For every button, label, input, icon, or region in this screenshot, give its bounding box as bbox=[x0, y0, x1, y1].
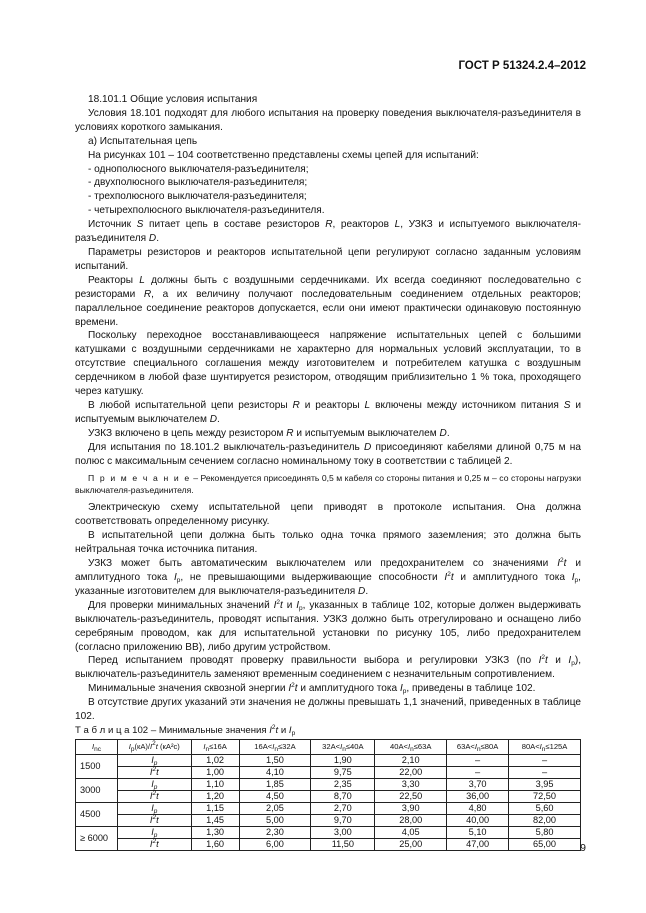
table-cell: 4,05 bbox=[375, 826, 447, 838]
paragraph: Поскольку переходное восстанавливающееся напряжение испытательных цепей с большими катушками с воздушными сердечниками не характерно для нормальных условий эксплуатации, то в отсутствие специального соглашения между изготовителем и потребителем катушка с воздушным сердечником в любой фазе шунтируется резистором, отводящим приблизительно 1 % тока, проходящего через катушку. bbox=[75, 330, 581, 398]
table-cell: 22,00 bbox=[375, 766, 447, 778]
list-item: - двухполюсного выключателя-разъединителя; bbox=[88, 177, 308, 189]
table-cell: 4,10 bbox=[239, 766, 311, 778]
table-cell: 5,00 bbox=[239, 814, 311, 826]
table-cell: 1,50 bbox=[239, 754, 311, 766]
list-item: - четырехполюсного выключателя-разъединителя. bbox=[88, 205, 325, 217]
symbol-cell: $I^2t$ bbox=[117, 790, 191, 802]
list-item: - однополюсного выключателя-разъединителя; bbox=[88, 163, 309, 175]
column-header: $I_{nc}$ bbox=[76, 739, 118, 754]
table-row bbox=[76, 838, 581, 850]
paragraph: Для испытания по 18.101.2 выключатель-разъединитель D присоединяют кабелями длиной 0,75 м на полюс с максимальным сечением согласно номинальному току в соответствии с таблицей 2. bbox=[75, 441, 581, 467]
paragraph: УЗКЗ может быть автоматическим выключателем или предохранителем со значениями $I^2t$ и амплитудного тока $I_p$, не превышающими выдерживающие способности $I^2t$ и амплитудного тока $I_p$, указанные изготовителем для выключателя-разъединителя D. bbox=[75, 557, 581, 597]
table-cell: 3,30 bbox=[375, 778, 447, 790]
table-cell: 2,70 bbox=[311, 802, 375, 814]
paragraph: На рисунках 101 – 104 соответственно представлены схемы цепей для испытаний: bbox=[88, 149, 479, 161]
table-cell: 2,35 bbox=[311, 778, 375, 790]
table-cell: 11,50 bbox=[311, 838, 375, 850]
paragraph: Условия 18.101 подходят для любого испытания на проверку поведения выключателя-разъединителя в условиях короткого замыкания. bbox=[75, 107, 581, 133]
table-cell: 65,00 bbox=[509, 838, 581, 850]
paragraph: УЗКЗ включено в цепь между резистором R и испытуемым выключателем D. bbox=[88, 427, 450, 439]
paragraph: Электрическую схему испытательной цепи приводят в протоколе испытания. Она должна соответствовать определенному рисунку. bbox=[75, 502, 581, 528]
table-row bbox=[76, 778, 581, 790]
current-cell: 4500 bbox=[76, 802, 118, 826]
note: П р и м е ч а н и е – Рекомендуется присоединять 0,5 м кабеля со стороны питания и 0,25 м – со стороны нагрузки выключателя-разъединителя. bbox=[75, 473, 581, 495]
symbol-cell: $I_p$ bbox=[117, 778, 191, 790]
paragraph: Параметры резисторов и реакторов испытательной цепи регулируют согласно заданным условиям испытаний. bbox=[75, 246, 581, 272]
symbol-cell: $I^2t$ bbox=[117, 838, 191, 850]
current-cell: 1500 bbox=[76, 754, 118, 778]
list-item: - трехполюсного выключателя-разъединителя; bbox=[88, 191, 307, 203]
table-row bbox=[76, 766, 581, 778]
symbol-cell: $I^2t$ bbox=[117, 814, 191, 826]
table-cell: – bbox=[509, 754, 581, 766]
column-header: $63А<I_n\le 80А$ bbox=[447, 739, 509, 754]
table-cell: 1,02 bbox=[191, 754, 239, 766]
table-cell: 5,10 bbox=[447, 826, 509, 838]
table-row bbox=[76, 814, 581, 826]
paragraph: Минимальные значения сквозной энергии $I^2t$ и амплитудного тока $I_p$, приведены в таблице 102. bbox=[88, 682, 536, 696]
column-header: $40А<I_n\le 63А$ bbox=[375, 739, 447, 754]
column-header: $16А<I_n\le 32А$ bbox=[239, 739, 311, 754]
table-cell: – bbox=[447, 766, 509, 778]
symbol-cell: $I^2t$ bbox=[117, 766, 191, 778]
table-cell: 40,00 bbox=[447, 814, 509, 826]
table-row bbox=[76, 754, 581, 766]
table-cell: 3,95 bbox=[509, 778, 581, 790]
paragraph: а) Испытательная цепь bbox=[88, 135, 198, 147]
table-cell: 2,10 bbox=[375, 754, 447, 766]
paragraph: Перед испытанием проводят проверку правильности выбора и регулировки УЗКЗ (по $I^2t$ и $I_p$), выключатель-разъединитель заменяют временным соединением с незначительным сопротивлением. bbox=[75, 654, 582, 681]
table-cell: 6,00 bbox=[239, 838, 311, 850]
table-row bbox=[76, 826, 581, 838]
paragraph: В отсутствие других указаний эти значения не должны превышать 1,1 значений, приведенных в таблице 102. bbox=[75, 697, 581, 723]
table-cell: 3,00 bbox=[311, 826, 375, 838]
section-title: 18.101.1 Общие условия испытания bbox=[88, 94, 258, 105]
table-cell: 1,20 bbox=[191, 790, 239, 802]
table-cell: 4,50 bbox=[239, 790, 311, 802]
symbol-cell: $I_p$ bbox=[117, 802, 191, 814]
table-cell: – bbox=[509, 766, 581, 778]
column-header: $I_n\le 16А$ bbox=[191, 739, 239, 754]
table-cell: 5,80 bbox=[509, 826, 581, 838]
symbol-cell: $I_p$ bbox=[117, 826, 191, 838]
paragraph: Реакторы L должны быть с воздушными сердечниками. Их всегда соединяют последовательно с резисторами R, а их величину получают последовательным соединением отдельных реакторов; параллельное соединение реакторов допускается, если они имеют практически одинаковую постоянную времени. bbox=[75, 274, 581, 328]
table-cell: 22,50 bbox=[375, 790, 447, 802]
table-cell: 9,70 bbox=[311, 814, 375, 826]
document-code: ГОСТ Р 51324.2.4–2012 bbox=[458, 60, 586, 72]
table-caption: Т а б л и ц а 102 – Минимальные значения $I^2t$ и $I_p$ bbox=[75, 723, 296, 737]
table-cell: 1,30 bbox=[191, 826, 239, 838]
table-cell: 25,00 bbox=[375, 838, 447, 850]
table-cell: 1,60 bbox=[191, 838, 239, 850]
table-cell: 72,50 bbox=[509, 790, 581, 802]
page-body bbox=[75, 93, 581, 851]
column-header: $32А<I_n\le 40А$ bbox=[311, 739, 375, 754]
column-header: $I_p(кА)/I^2t$ (кА²с) bbox=[117, 739, 191, 754]
current-cell: 3000 bbox=[76, 778, 118, 802]
paragraph: Для проверки минимальных значений $I^2t$ и $I_p$, указанных в таблице 102, которые должен выдерживать выключатель-разъединитель, проводят испытания. УЗКЗ должно быть отрегулировано и оснащено либо серебряным проводом, как для испытательной установки по рисунку 105, либо предохранителем (согласно приложению ВВ), либо другим устройством. bbox=[75, 598, 581, 653]
table-cell: 3,70 bbox=[447, 778, 509, 790]
current-cell: ≥ 6000 bbox=[76, 826, 118, 850]
table-header-row bbox=[76, 739, 581, 754]
table-row bbox=[76, 790, 581, 802]
table-cell: 47,00 bbox=[447, 838, 509, 850]
table-cell: 28,00 bbox=[375, 814, 447, 826]
table-row bbox=[76, 802, 581, 814]
symbol-cell: $I_p$ bbox=[117, 754, 191, 766]
table-cell: 1,90 bbox=[311, 754, 375, 766]
table-cell: 1,00 bbox=[191, 766, 239, 778]
paragraph: Источник S питает цепь в составе резисторов R, реакторов L, УЗКЗ и испытуемого выключателя-разъединителя D. bbox=[75, 219, 581, 245]
table-cell: 1,15 bbox=[191, 802, 239, 814]
table-cell: 8,70 bbox=[311, 790, 375, 802]
table-cell: 3,90 bbox=[375, 802, 447, 814]
table-cell: 36,00 bbox=[447, 790, 509, 802]
data-table bbox=[75, 739, 581, 851]
table-cell: 4,80 bbox=[447, 802, 509, 814]
table-cell: 82,00 bbox=[509, 814, 581, 826]
paragraph: В испытательной цепи должна быть только одна точка прямого заземления; это должна быть нейтральная точка источника питания. bbox=[75, 530, 581, 556]
table-cell: 1,45 bbox=[191, 814, 239, 826]
table-cell: 2,05 bbox=[239, 802, 311, 814]
table-cell: 2,30 bbox=[239, 826, 311, 838]
table-cell: 1,85 bbox=[239, 778, 311, 790]
table-cell: – bbox=[447, 754, 509, 766]
column-header: $80А<I_n\le 125А$ bbox=[509, 739, 581, 754]
table-cell: 9,75 bbox=[311, 766, 375, 778]
table-cell: 5,60 bbox=[509, 802, 581, 814]
table-cell: 1,10 bbox=[191, 778, 239, 790]
paragraph: В любой испытательной цепи резисторы R и реакторы L включены между источником питания S и испытуемым выключателем D. bbox=[75, 399, 581, 425]
page-number: 9 bbox=[580, 842, 586, 854]
